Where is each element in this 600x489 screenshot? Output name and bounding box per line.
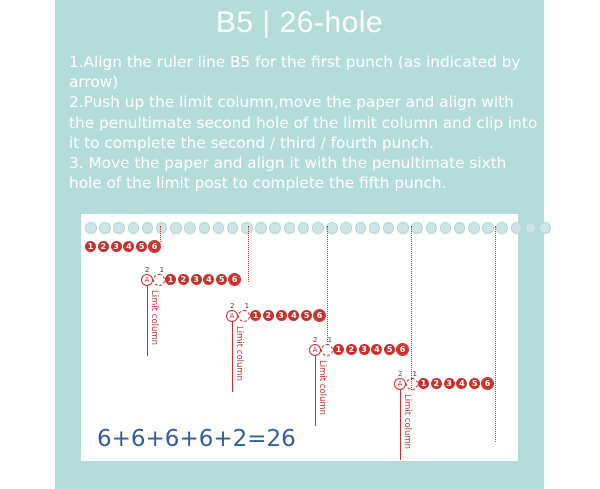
punch-hole [525,222,537,234]
position-number: 1 [418,378,429,389]
punch-hole [156,222,168,234]
limit-marker-a: A [141,274,153,286]
instruction-step-1: 1.Align the ruler line B5 for the first punch (as indicated by arrow) [69,53,521,92]
limit-stem [400,390,401,460]
hole-row [85,222,551,234]
limit-column-label: Limit column [317,360,327,416]
guide-line [411,226,412,390]
position-number: 6 [397,344,408,355]
limit-hole-labels: 2 1 [313,336,337,344]
punch-hole [539,222,551,234]
position-number: 5 [216,274,227,285]
limit-marker-a: A [309,344,321,356]
instruction-panel [55,0,544,489]
position-number: 1 [85,241,96,252]
page-title: B5 | 26-hole [215,6,384,39]
position-number: 2 [346,344,357,355]
punch-hole [227,222,239,234]
position-number: 3 [191,274,202,285]
guide-line [327,226,328,342]
position-number: 2 [98,241,109,252]
position-number: 2 [263,310,274,321]
instruction-step-2: 2.Push up the limit column,move the paper and align with the penultimate second hole of the limit column and clip into it to complete the second / third / fourth punch. [69,93,538,152]
limit-marker-a: A [394,378,406,390]
position-number: 6 [314,310,325,321]
position-number: 5 [136,241,147,252]
limit-marker-a: A [226,310,238,322]
punch-hole [440,222,452,234]
limit-stem [147,286,148,356]
punch-hole [411,222,423,234]
limit-column-label: Limit column [402,394,412,450]
punch-hole [340,222,352,234]
punch-hole [170,222,182,234]
position-number: 4 [123,241,134,252]
punch-hole [269,222,281,234]
limit-column-label: Limit column [234,326,244,382]
position-number: 1 [333,344,344,355]
position-number: 4 [203,274,214,285]
guide-line [495,226,496,442]
punch-hole [397,222,409,234]
punch-hole [454,222,466,234]
instruction-step-3: 3. Move the paper and align it with the penultimate sixth hole of the limit post to complete the fifth punch. [69,154,507,193]
punch-diagram [81,214,518,461]
punch-hole [85,222,97,234]
punch-hole [213,222,225,234]
position-number: 6 [482,378,493,389]
punch-hole [142,222,154,234]
position-number: 4 [371,344,382,355]
punch-hole [113,222,125,234]
position-number: 5 [301,310,312,321]
limit-stem [315,356,316,426]
position-number: 3 [444,378,455,389]
punch-hole [468,222,480,234]
punch-hole [255,222,267,234]
limit-marker-dashed [406,378,418,390]
punch-hole [426,222,438,234]
limit-column-label: Limit column [149,290,159,346]
limit-marker-dashed [153,274,165,286]
punch-hole [369,222,381,234]
position-number: 2 [178,274,189,285]
position-number: 6 [149,241,160,252]
punch-hole [284,222,296,234]
position-number: 3 [276,310,287,321]
position-number: 3 [111,241,122,252]
position-number: 1 [165,274,176,285]
position-number: 1 [250,310,261,321]
position-number: 2 [431,378,442,389]
guide-line [160,226,161,242]
punch-hole [128,222,140,234]
punch-hole [496,222,508,234]
position-number: 4 [456,378,467,389]
position-number: 4 [288,310,299,321]
limit-stem [232,322,233,392]
punch-hole [184,222,196,234]
punch-hole [199,222,211,234]
punch-hole [355,222,367,234]
limit-hole-labels: 2 1 [230,302,254,310]
hole-formula: 6+6+6+6+2=26 [97,426,296,452]
position-number: 5 [384,344,395,355]
guide-line [248,226,249,282]
limit-marker-dashed [238,310,250,322]
position-number: 6 [229,274,240,285]
position-number: 3 [359,344,370,355]
limit-hole-labels: 2 1 [145,266,169,274]
instructions [69,52,539,193]
limit-hole-labels: 2 1 [398,370,422,378]
limit-marker-dashed [321,344,333,356]
punch-hole [241,222,253,234]
punch-hole [312,222,324,234]
punch-hole [482,222,494,234]
punch-hole [383,222,395,234]
punch-hole [99,222,111,234]
punch-hole [511,222,523,234]
position-number: 5 [469,378,480,389]
punch-hole [298,222,310,234]
